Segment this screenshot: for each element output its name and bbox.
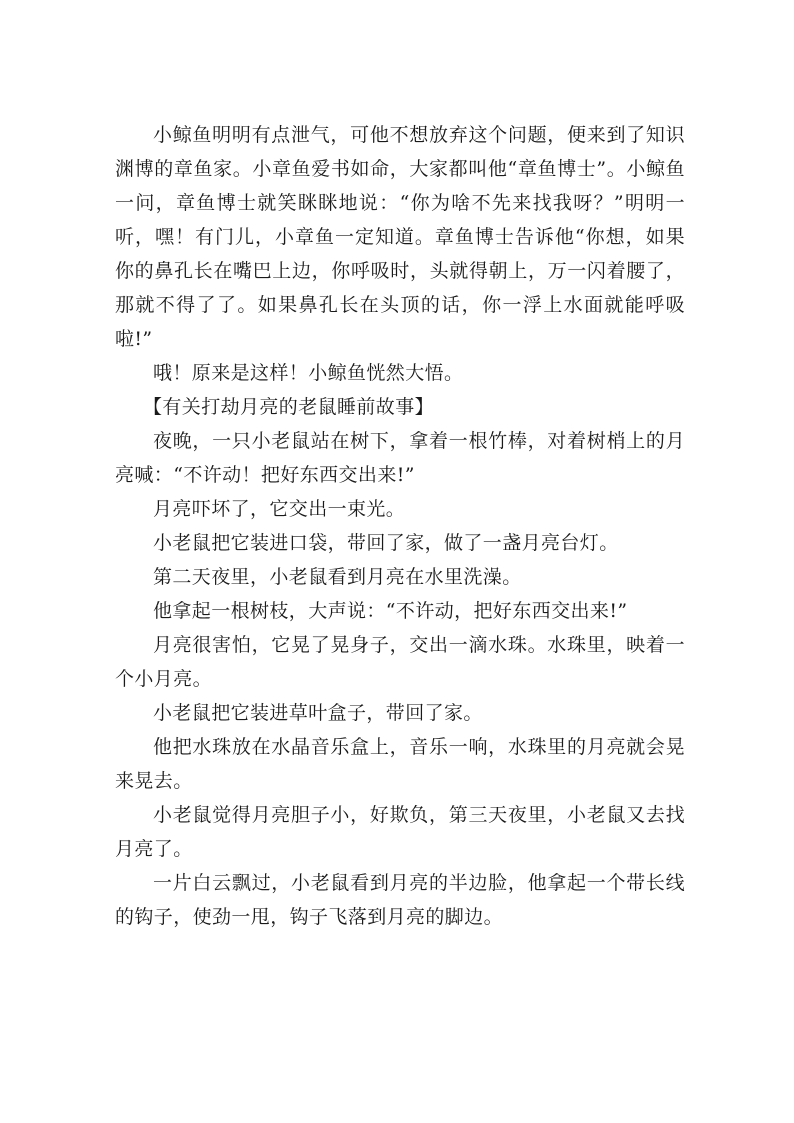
- paragraph-hook: 一片白云飘过，小老鼠看到月亮的半边脸，他拿起一个带长线的钩子，使劲一甩，钩子飞落到月亮的脚边。: [115, 872, 685, 928]
- paragraph-branch: 他拿起一根树枝，大声说：“不许动，把好东西交出来!”: [153, 600, 628, 622]
- paragraph-water-drop: 月亮很害怕，它晃了晃身子，交出一滴水珠。水珠里，映着一个小月亮。: [115, 634, 685, 690]
- paragraph-whale-realization: 哦！原来是这样！小鲸鱼恍然大悟。: [153, 362, 464, 384]
- paragraph-moon-lamp: 小老鼠把它装进口袋，带回了家，做了一盏月亮台灯。: [153, 532, 619, 554]
- paragraph-third-night: 小老鼠觉得月亮胆子小，好欺负，第三天夜里，小老鼠又去找月亮了。: [115, 804, 685, 860]
- paragraph-whale-octopus: 小鲸鱼明明有点泄气，可他不想放弃这个问题，便来到了知识渊博的章鱼家。小章鱼爱书如命，大家都叫他“章鱼博士”。小鲸鱼一问，章鱼博士就笑眯眯地说：“你为啥不先来找我呀？”明明一听，嘿！有门儿，小章鱼一定知道。章鱼博士告诉他“你想，如果你的鼻孔长在嘴巴上边，你呼吸时，头就得朝上，万一闪着腰了，那就不得了了。如果鼻孔长在头顶的话，你一浮上水面就能呼吸啦!”: [115, 124, 685, 350]
- paragraph-leaf-box: 小老鼠把它装进草叶盒子，带回了家。: [153, 702, 483, 724]
- paragraph-second-night: 第二天夜里，小老鼠看到月亮在水里洗澡。: [153, 566, 522, 588]
- paragraph-moon-light: 月亮吓坏了，它交出一束光。: [153, 498, 406, 520]
- story-text: [115, 118, 685, 934]
- paragraph-music-box: 他把水珠放在水晶音乐盒上，音乐一响，水珠里的月亮就会晃来晃去。: [115, 736, 685, 792]
- paragraph-mouse-night: 夜晚，一只小老鼠站在树下，拿着一根竹棒，对着树梢上的月亮喊：“不许动！把好东西交出来!”: [115, 430, 685, 486]
- story-section-heading: 【有关打劫月亮的老鼠睡前故事】: [143, 396, 435, 418]
